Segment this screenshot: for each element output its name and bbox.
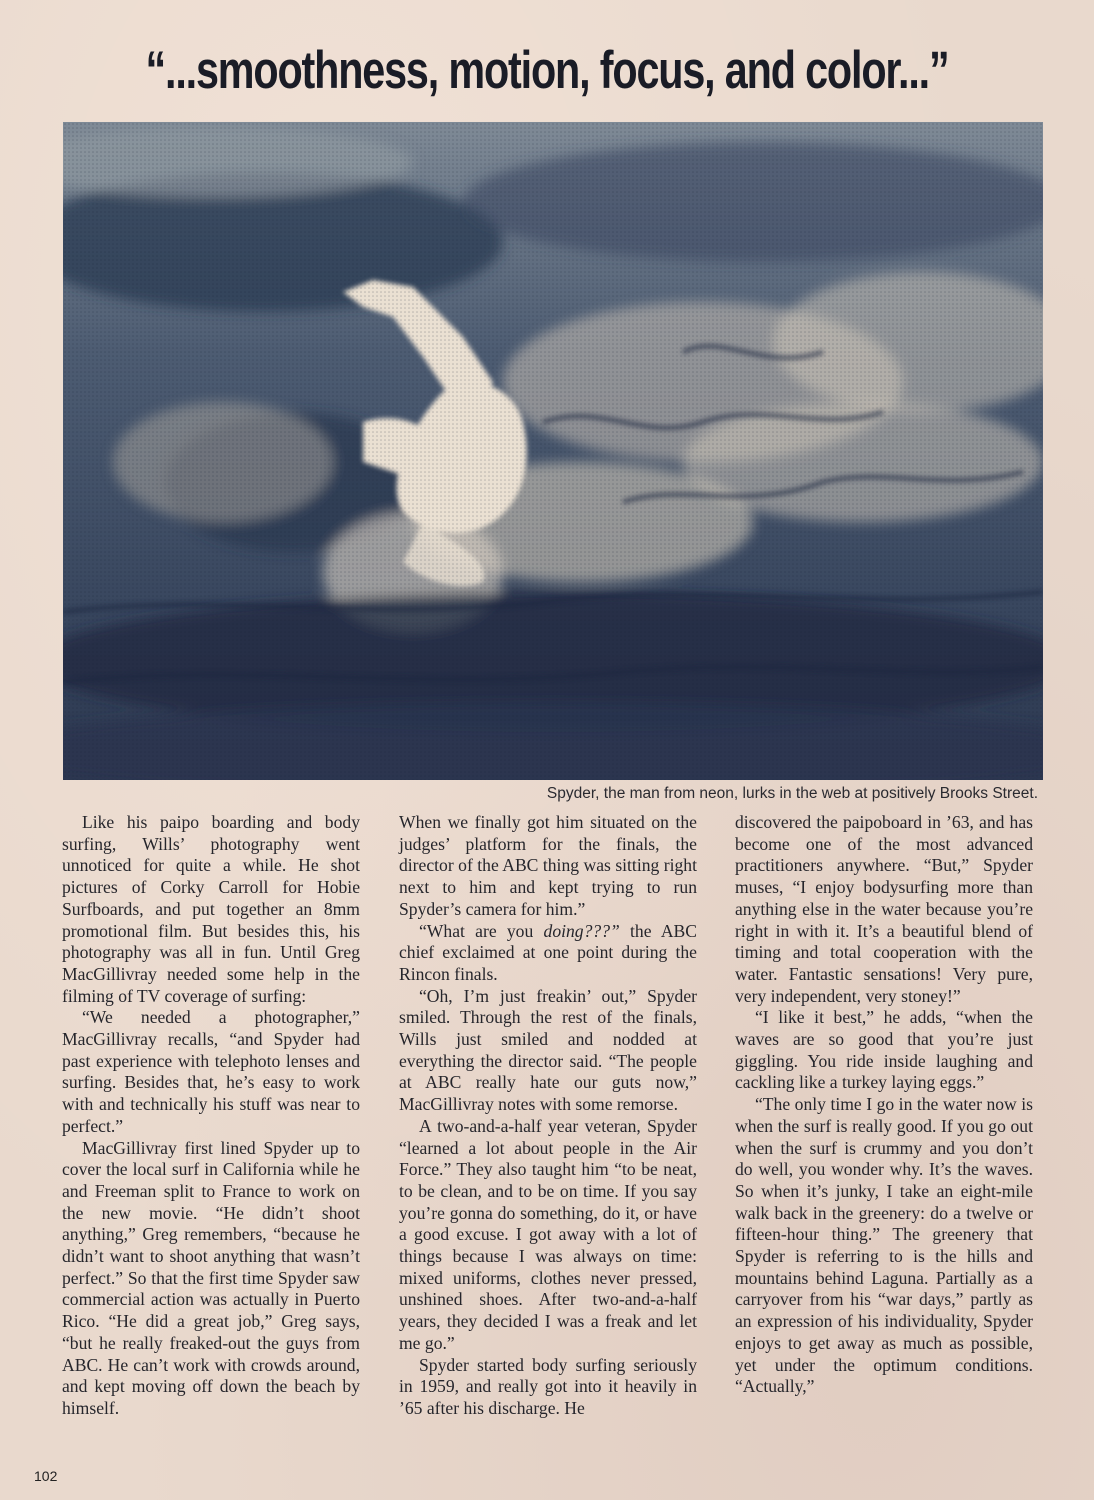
article-column-2	[399, 812, 697, 1420]
paragraph: A two-and-a-half year veteran, Spyder “learned a lot about people in the Air Force.” They also taught him “to be neat, to be clean, and to be on time. If you say you’re gonna do something, do it, or have a good excuse. I got away with a lot of things because I was always on time: mixed uniforms, clothes never pressed, unshined shoes. After two-and-a-half years, they decided I was a freak and let me go.”	[399, 1115, 697, 1353]
paragraph	[399, 921, 697, 986]
headline: “...smoothness, motion, focus, and color...”	[145, 41, 949, 100]
paragraph-text: “What are you	[419, 920, 544, 941]
article-column-3	[735, 812, 1033, 1398]
paragraph: Like his paipo boarding and body surfing, Wills’ photography went unnoticed for quite a while. He shot pictures of Corky Carroll for Hobie Surfboards, and put together an 8mm promotional film. But besides this, his photography was all in fun. Until Greg MacGillivray needed some help in the filming of TV coverage of surfing:	[62, 812, 360, 1006]
paragraph: MacGillivray first lined Spyder up to cover the local surf in California while he and Freeman split to France to work on the new movie. “He didn’t shoot anything,” Greg remembers, “because he didn’t want to shoot anything that wasn’t perfect.” So that the first time Spyder saw commercial action was actually in Puerto Rico. “He did a great job,” Greg says, “but he really freaked-out the guys from ABC. He can’t work with crowds around, and kept moving off down the beach by himself.	[62, 1137, 360, 1418]
paragraph-text: the ABC chief exclaimed at one point during the Rincon finals.	[399, 920, 697, 984]
article-column-1	[62, 812, 360, 1420]
wave-image	[63, 122, 1043, 780]
photo-caption: Spyder, the man from neon, lurks in the web at positively Brooks Street.	[546, 785, 1038, 802]
paragraph: Spyder started body surfing seriously in 1959, and really got into it heavily in ’65 after his discharge. He	[399, 1354, 697, 1418]
paragraph: “We needed a photographer,” MacGillivray recalls, “and Spyder had past experience with telephoto lenses and surfing. Besides that, he’s easy to work with and technically his stuff was near to perfect.”	[62, 1007, 360, 1136]
paragraph: “Oh, I’m just freakin’ out,” Spyder smiled. Through the rest of the finals, Wills just smiled and nodded at everything the director said. “The people at ABC really hate our guts now,” MacGillivray notes with some remorse.	[399, 985, 697, 1115]
paragraph: When we finally got him situated on the judges’ platform for the finals, the director of the ABC thing was sitting right next to him and kept trying to run Spyder’s camera for him.”	[399, 812, 697, 919]
italic-text: doing???”	[543, 920, 620, 941]
paragraph: discovered the paipoboard in ’63, and has become one of the most advanced practitioners anywhere. “But,” Spyder muses, “I enjoy bodysurfing more than anything else in the water because you’re right in with it. It’s a beautiful blend of timing and total cooperation with the water. Fantastic sensations! Very pure, very independent, very stoney!”	[735, 812, 1033, 1006]
paragraph: “I like it best,” he adds, “when the waves are so good that you’re just giggling. You ride inside laughing and cackling like a turkey laying eggs.”	[735, 1007, 1033, 1093]
paragraph: “The only time I go in the water now is when the surf is really good. If you go out when the surf is crummy and you don’t do well, you wonder why. It’s the waves. So when it’s junky, I take an eight-mile walk back in the greenery: do a twelve or fifteen-hour thing.” The greenery that Spyder is referring to is the hills and mountains behind Laguna. Partially as a carryover from his “war days,” partly as an expression of his individuality, Spyder enjoys to get away as much as possible, yet under the optimum conditions. “Actually,”	[735, 1094, 1033, 1397]
surf-photo	[63, 122, 1043, 780]
page-number: 102	[34, 1468, 58, 1484]
